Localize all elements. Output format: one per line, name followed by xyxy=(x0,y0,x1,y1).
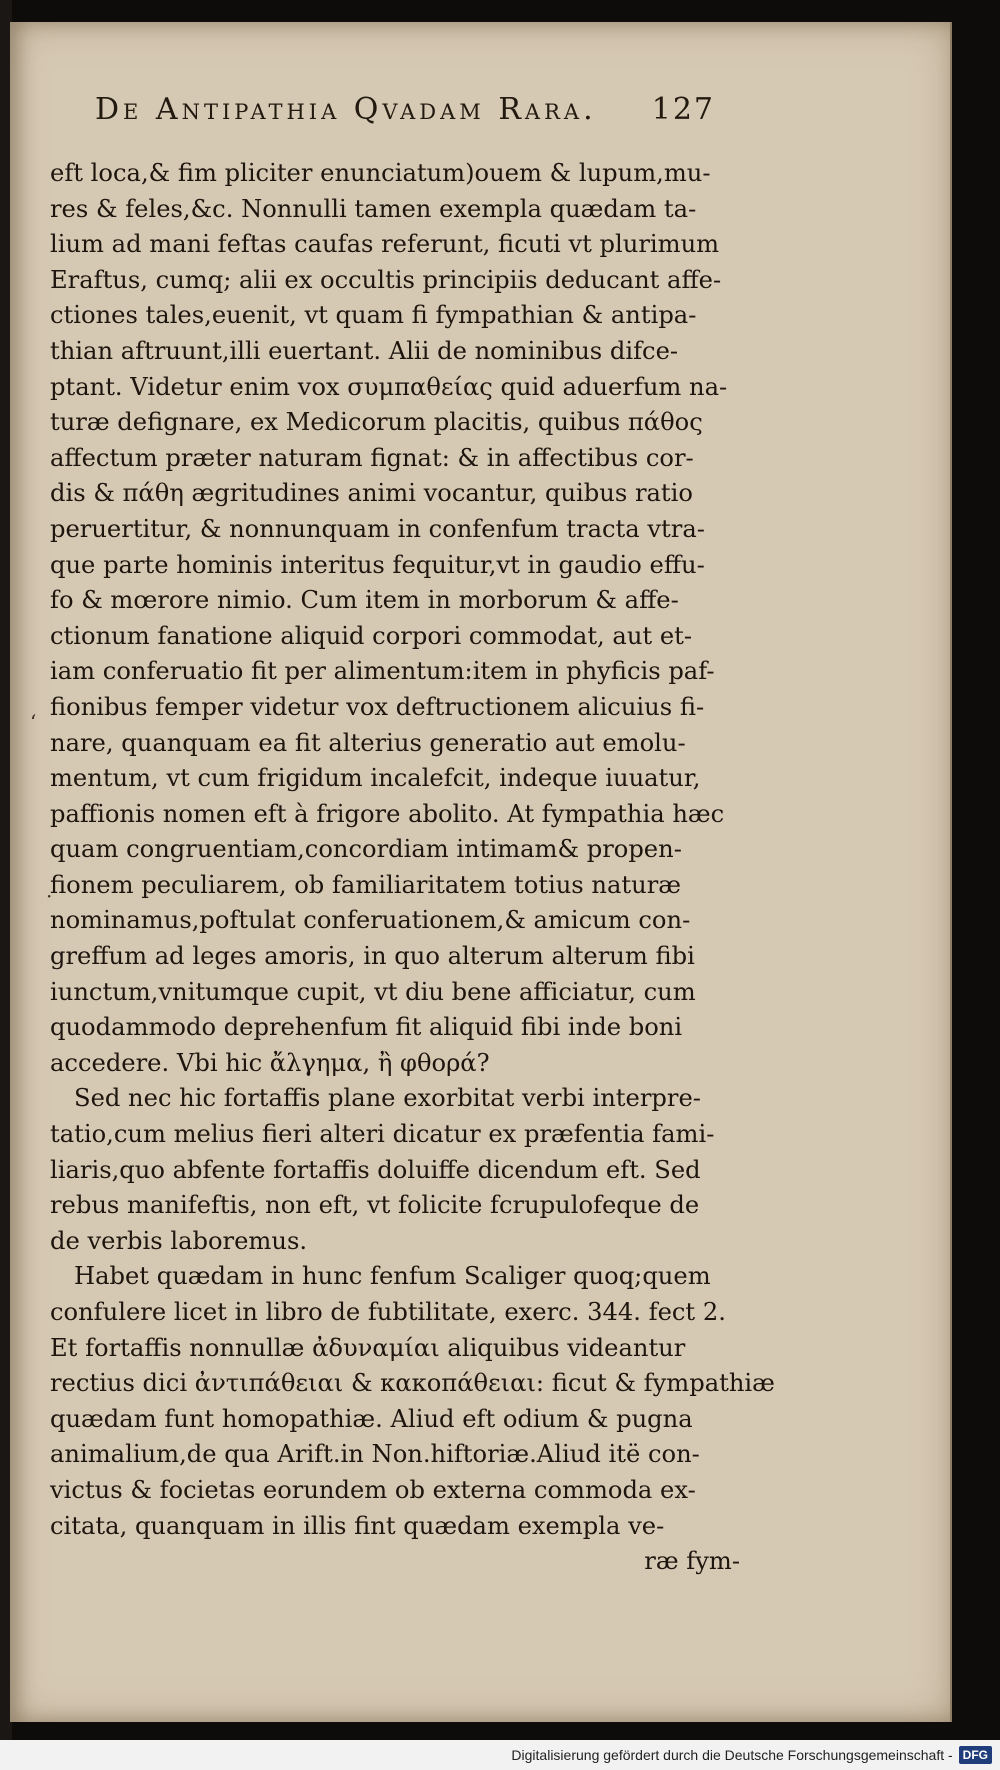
running-head xyxy=(95,92,715,142)
funding-credit: Digitalisierung gefördert durch die Deutsche Forschungsgemeinschaft - xyxy=(511,1747,953,1763)
text-line: Et fortaffis nonnullæ ἀδυναμίαι aliquibus videantur xyxy=(50,1333,686,1362)
dfg-logo: DFG xyxy=(959,1746,992,1764)
text-line: iunctum,vnitumque cupit, vt diu bene afficiatur, cum xyxy=(50,977,696,1006)
margin-mark: ‘ xyxy=(30,710,37,734)
text-line: res & feles,&c. Nonnulli tamen exempla quædam ta- xyxy=(50,194,697,223)
text-line: greffum ad leges amoris, in quo alterum alterum fibi xyxy=(50,942,695,971)
text-line: rectius dici ἀντιπάθειαι & κακοπάθειαι: ficut & fympathiæ xyxy=(50,1369,775,1398)
book-page xyxy=(10,22,952,1722)
body-text xyxy=(50,156,775,1580)
text-line: eft loca,& fim pliciter enunciatum)ouem & lupum,mu- xyxy=(50,159,711,187)
text-line: ctiones tales,euenit, vt quam fi fympathian & antipa- xyxy=(50,301,697,330)
text-line: Habet quædam in hunc fenfum Scaliger quoq;quem xyxy=(74,1262,711,1291)
margin-mark: · xyxy=(46,884,53,908)
text-line: rebus manifeftis, non eft, vt folicite fcrupulofeque de xyxy=(50,1191,700,1220)
text-line: citata, quanquam in illis fint quædam exempla ve- xyxy=(50,1511,665,1540)
text-line: Sed nec hic fortaffis plane exorbitat verbi interpre- xyxy=(74,1084,701,1113)
text-line: thian aftruunt,illi euertant. Alii de nominibus difce- xyxy=(50,336,679,365)
text-line: peruertitur, & nonnunquam in confenfum tracta vtra- xyxy=(50,514,705,543)
text-line: fionem peculiarem, ob familiaritatem totius naturæ xyxy=(50,870,681,899)
text-line: que parte hominis interitus fequitur,vt in gaudio effu- xyxy=(50,550,705,579)
text-line: mentum, vt cum frigidum incalefcit, indeque iuuatur, xyxy=(50,764,701,793)
text-line: accedere. Vbi hic ἄλγημα, ἢ φθορά? xyxy=(50,1048,490,1077)
text-line: iam conferuatio fit per alimentum:item in phyficis paf- xyxy=(50,657,715,686)
text-line: victus & focietas eorundem ob externa commoda ex- xyxy=(50,1475,696,1504)
text-line: Eraftus, cumq; alii ex occultis principiis deducant affe- xyxy=(50,265,722,294)
text-line: ræ fym- xyxy=(644,1547,740,1576)
text-line: lium ad mani feftas caufas referunt, ficuti vt plurimum xyxy=(50,230,720,259)
text-line: fionibus femper videtur vox deftructionem alicuius fi- xyxy=(50,692,705,721)
page-number: 127 xyxy=(651,92,715,127)
text-line: tatio,cum melius fieri alteri dicatur ex præfentia fami- xyxy=(50,1120,715,1149)
text-line: quodammodo deprehenfum fit aliquid fibi inde boni xyxy=(50,1013,683,1042)
text-line: quam congruentiam,concordiam intimam& propen- xyxy=(50,835,682,864)
text-line: animalium,de qua Arift.in Non.hiftoriæ.Aliud itë con- xyxy=(50,1440,700,1469)
text-line: confulere licet in libro de fubtilitate, exerc. 344. fect 2. xyxy=(50,1298,726,1326)
text-line: paffionis nomen eft à frigore abolito. At fympathia hæc xyxy=(50,799,725,828)
text-line: liaris,quo abfente fortaffis doluiffe dicendum eft. Sed xyxy=(50,1155,701,1184)
text-line: de verbis laboremus. xyxy=(50,1226,308,1255)
text-line: nare, quanquam ea fit alterius generatio aut emolu- xyxy=(50,728,686,757)
text-line: fo & mœrore nimio. Cum item in morborum & affe- xyxy=(50,586,679,615)
text-line: turæ defignare, ex Medicorum placitis, quibus πάθος xyxy=(50,408,703,437)
text-line: nominamus,poftulat conferuationem,& amicum con- xyxy=(50,906,691,935)
text-line: affectum præter naturam fignat: & in affectibus cor- xyxy=(50,443,694,472)
text-line: ctionum fanatione aliquid corpori commodat, aut et- xyxy=(50,621,693,650)
digitization-footer xyxy=(0,1740,1000,1770)
text-line: ptant. Videtur enim vox συμπαθείας quid aduerfum na- xyxy=(50,372,728,401)
text-line: dis & πάθη ægritudines animi vocantur, quibus ratio xyxy=(50,479,693,508)
text-line: quædam funt homopathiæ. Aliud eft odium & pugna xyxy=(50,1404,693,1433)
running-head-title: De Antipathia Qvadam Rara. xyxy=(95,92,597,127)
